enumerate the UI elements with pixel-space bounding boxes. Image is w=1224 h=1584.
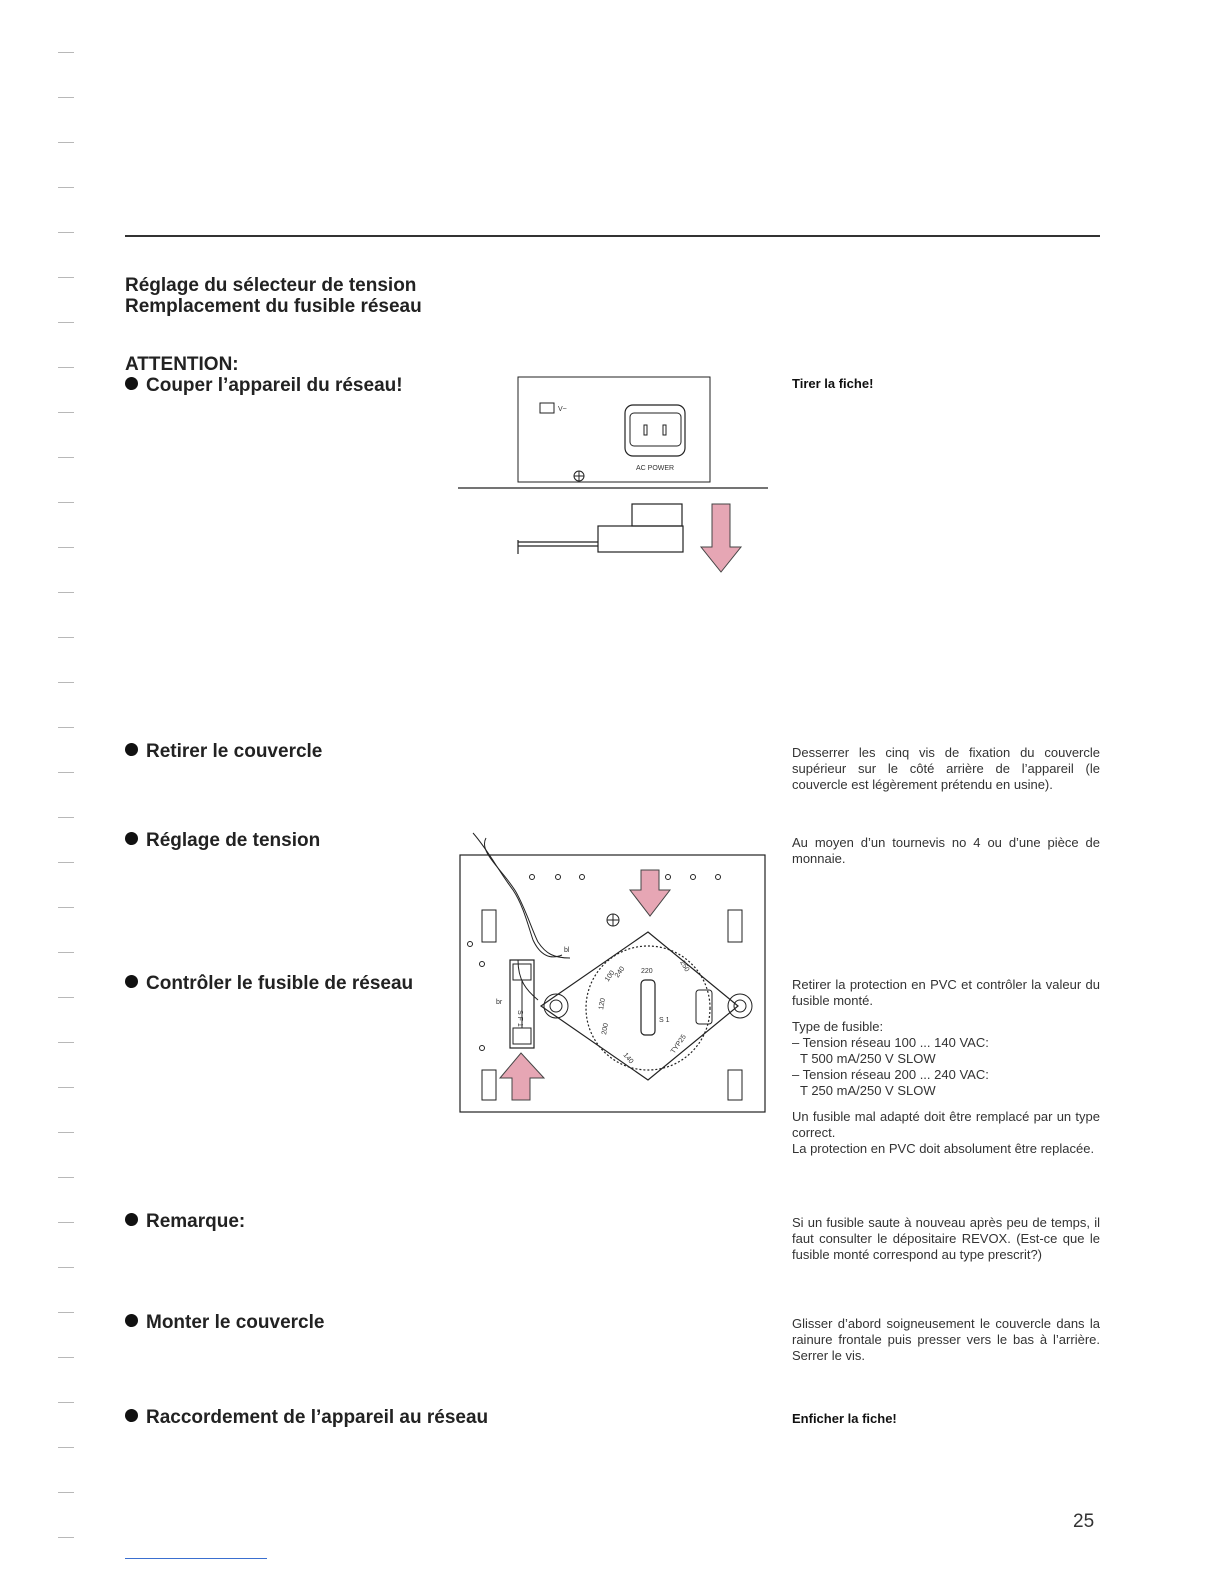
socket-label: AC POWER	[636, 465, 675, 472]
page-number: 25	[1073, 1511, 1095, 1532]
fuse-check-text: Retirer la protection en PVC et contrôler la valeur du fusible monté.	[792, 977, 1100, 1008]
attention-step-label: Couper l’appareil du réseau!	[146, 375, 403, 396]
bullet-icon	[125, 1213, 138, 1226]
bullet-icon	[125, 975, 138, 988]
wire-label-br: br	[496, 999, 503, 1006]
title-line-2: Remplacement du fusible réseau	[125, 296, 422, 317]
fuse-type-value-1: T 500 mA/250 V SLOW	[800, 1051, 936, 1066]
down-arrow-icon	[630, 870, 670, 916]
unplug-note: Tirer la fiche!	[792, 376, 874, 391]
dial-200: 200	[601, 1022, 610, 1036]
plug-in-note: Enficher la fiche!	[792, 1411, 897, 1426]
attention-step	[125, 375, 403, 396]
fuse-type-range-2: – Tension réseau 200 ... 240 VAC:	[792, 1067, 989, 1082]
pull-down-arrow-icon	[701, 504, 741, 572]
dial-120: 120	[598, 997, 607, 1011]
bullet-icon	[125, 377, 138, 390]
step-check-fuse	[125, 973, 413, 995]
tension-instructions: Au moyen d’un tournevis no 4 ou d’une pièce de monnaie.	[792, 835, 1100, 866]
step-label: Retirer le couvercle	[146, 741, 323, 762]
bullet-icon	[125, 1409, 138, 1422]
top-rule	[125, 235, 1100, 237]
fuse-type-title: Type de fusible:	[792, 1019, 884, 1034]
step-label: Réglage de tension	[146, 830, 321, 851]
step-label: Monter le couvercle	[146, 1312, 325, 1333]
cover-instructions: Desserrer les cinq vis de fixation du couvercle supérieur sur le côté arrière de l’appareil (le couvercle est légèrement prétendu en usine).	[792, 745, 1100, 792]
step-label: Contrôler le fusible de réseau	[146, 973, 414, 994]
board-figure	[458, 830, 770, 1116]
fuse-type-value-2: T 250 mA/250 V SLOW	[800, 1083, 936, 1098]
step-connect-mains	[125, 1407, 488, 1429]
title-line-1: Réglage du sélecteur de tension	[125, 275, 417, 296]
fuse-wrong-text: Un fusible mal adapté doit être remplacé par un type correct.	[792, 1109, 1100, 1140]
attention-label: ATTENTION:	[125, 354, 239, 375]
fuse-type-range-1: – Tension réseau 100 ... 140 VAC:	[792, 1035, 989, 1050]
page-title	[125, 275, 422, 317]
step-label: Raccordement de l’appareil au réseau	[146, 1407, 489, 1428]
dial-140: 140	[621, 1051, 635, 1066]
margin-ticks	[58, 52, 78, 1582]
dial-220: 220	[641, 968, 653, 975]
step-mount-cover	[125, 1312, 324, 1334]
dial-250: 250	[678, 959, 691, 974]
dial-240: 240	[613, 965, 627, 980]
step-voltage-setting	[125, 830, 320, 852]
remark-text: Si un fusible saute à nouveau après peu de temps, il faut consulter le dépositaire REVOX. (Est-ce que le fusible monté correspond au type prescrit?)	[792, 1215, 1100, 1262]
voltage-label: V~	[558, 406, 567, 413]
step-remark	[125, 1211, 245, 1233]
mount-instructions: Glisser d’abord soigneusement le couvercle dans la rainure frontale puis presser vers le bas à l’arrière. Serrer le vis.	[792, 1316, 1100, 1363]
step-remove-cover	[125, 741, 322, 763]
bullet-icon	[125, 743, 138, 756]
dial-type: TYP25	[669, 1033, 688, 1056]
switch-label: S 1	[659, 1017, 670, 1024]
wire-label-bl: bl	[564, 947, 570, 954]
attention-block	[125, 354, 403, 396]
bullet-icon	[125, 832, 138, 845]
pvc-note: La protection en PVC doit absolument être replacée.	[792, 1141, 1095, 1156]
up-arrow-icon	[500, 1053, 544, 1100]
dial-100: 100	[603, 969, 617, 984]
fuse-instructions	[792, 977, 1100, 1157]
fuse-label: S F 1	[516, 1010, 523, 1027]
step-label: Remarque:	[146, 1211, 246, 1232]
bullet-icon	[125, 1314, 138, 1327]
plug-figure	[458, 376, 770, 576]
bottom-rule	[125, 1558, 267, 1559]
